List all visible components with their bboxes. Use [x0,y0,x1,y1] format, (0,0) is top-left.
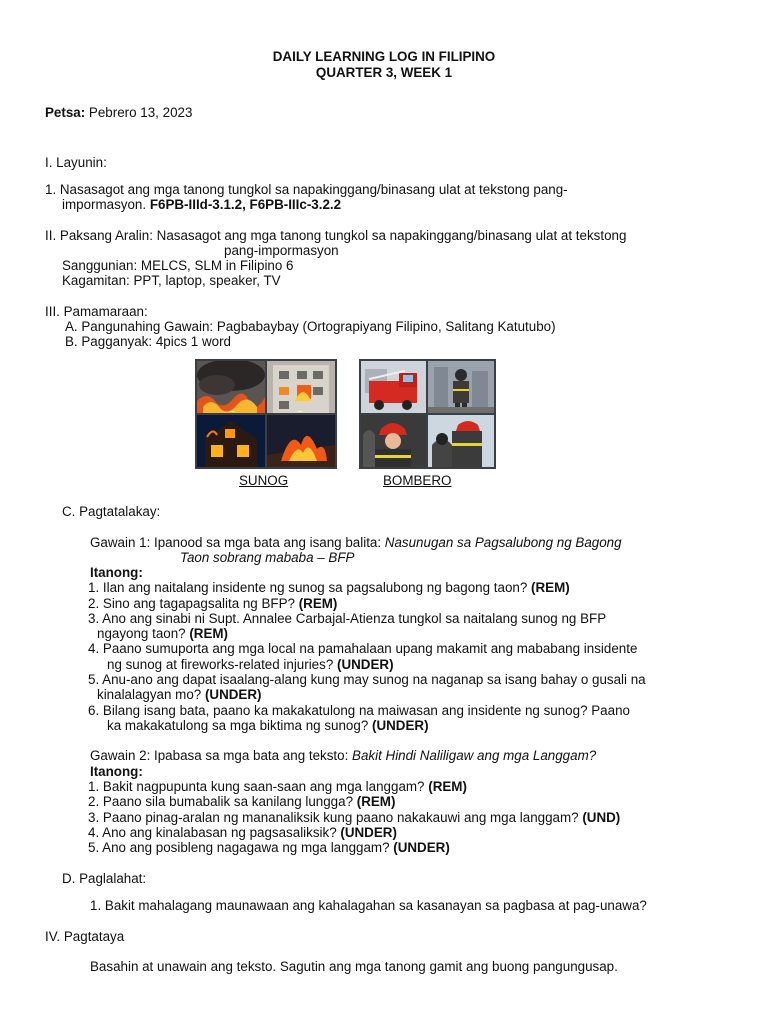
question-line [97,687,261,702]
question-text: 3. Paano pinag-aralan ng mananaliksik kung paano nakakauwi ang mga langgam? [88,810,583,825]
fire-picture-1 [197,361,265,413]
procedure-d: D. Paglalahat: [62,871,147,886]
question-line [88,596,337,611]
question-line [88,672,646,687]
question-text: 5. Ano ang posibleng nagagawa ng mga langgam? [88,840,394,855]
question-text: ngayong taon? [97,626,190,641]
picture-answer-sunog: SUNOG [239,473,289,488]
question-level-tag: (UNDER) [337,657,394,672]
question-text: ng sunog at fireworks-related injuries? [107,657,337,672]
document-subtitle: QUARTER 3, WEEK 1 [315,65,453,80]
subject-line1: II. Paksang Aralin: Nasasagot ang mga tanong tungkol sa napakinggang/binasang ulat at tekstong [45,228,627,243]
task1-title: Nasunugan sa Pagsalubong ng Bagong [384,535,622,550]
question-text: kinalalagyan mo? [97,687,205,702]
objectives-heading: I. Layunin: [45,155,107,170]
question-line [107,657,394,672]
fire-picture-4 [267,415,335,467]
question-line [107,718,429,733]
question-text: 3. Ano ang sinabi ni Supt. Annalee Carbajal-Atienza tungkol sa naitalang sunog ng BFP [88,611,607,626]
question-level-tag: (REM) [189,626,229,641]
date-line [45,105,192,120]
question-line [88,840,450,855]
question-level-tag: (REM) [531,580,570,595]
question-level-tag: (UNDER) [393,840,450,855]
task2-prefix: Gawain 2: Ipabasa sa mga bata ang teksto: [90,748,353,763]
date-value: Pebrero 13, 2023 [85,105,193,120]
document-title: DAILY LEARNING LOG IN FILIPINO [272,49,496,64]
task1-line1 [90,535,622,550]
firefighter-picture-4 [428,415,494,467]
task1-questions-label: Itanong: [90,565,143,580]
firefighter-picture-1 [361,361,426,413]
objective-1-line1: 1. Nasasagot ang mga tanong tungkol sa napakinggang/binasang ulat at tekstong pang- [45,182,568,197]
task2-title: Bakit Hindi Naliligaw ang mga Langgam? [352,748,597,763]
assessment-instruction: Basahin at unawain ang teksto. Sagutin ang mga tanong gamit ang buong pangungusap. [90,959,618,974]
assessment-heading: IV. Pagtataya [45,929,125,944]
fire-picture-grid [195,359,337,469]
procedure-c: C. Pagtatalakay: [62,504,161,519]
question-text: 5. Anu-ano ang dapat isaalang-alang kung may sunog na naganap sa isang bahay o gusali na [88,672,646,687]
question-level-tag: (UNDER) [340,825,397,840]
firefighter-picture-grid [359,359,496,469]
fire-grid-mark-left: ~ [229,407,235,418]
generalization-question: 1. Bakit mahalagang maunawaan ang kahalagahan sa kasanayan sa pagbasa at pag-unawa? [90,898,647,913]
question-text: 2. Sino ang tagapagsalita ng BFP? [88,596,299,611]
question-line [97,626,228,641]
picture-answer-bombero: BOMBERO [383,473,452,488]
question-text: 6. Bilang isang bata, paano ka makakatulong na maiwasan ang insidente ng sunog? Paano [88,703,630,718]
fire-picture-3 [197,415,265,467]
procedure-a: A. Pangunahing Gawain: Pagbabaybay (Ortograpiyang Filipino, Salitang Katutubo) [65,319,556,334]
question-line [88,611,606,626]
question-line [88,825,397,840]
question-text: ka makakatulong sa mga biktima ng sunog? [107,718,372,733]
references: Sanggunian: MELCS, SLM in Filipino 6 [62,258,294,273]
date-label: Petsa: [45,105,86,120]
question-line [88,703,630,718]
task2-line1 [90,748,596,763]
firefighter-picture-3 [361,415,426,467]
procedure-heading: III. Pamamaraan: [45,304,148,319]
objective-1-codes: F6PB-IIId-3.1.2, F6PB-IIIc-3.2.2 [149,197,342,212]
question-text: 1. Bakit nagpupunta kung saan-saan ang mga langgam? [88,779,429,794]
question-level-tag: (REM) [356,794,396,809]
question-level-tag: (UND) [582,810,621,825]
question-line [88,641,637,656]
question-text: 4. Ano ang kinalabasan ng pagsasaliksik? [88,825,341,840]
question-text: 4. Paano sumuporta ang mga local na pamahalaan upang makamit ang mababang insidente [88,641,638,656]
question-level-tag: (REM) [298,596,338,611]
question-level-tag: (UNDER) [204,687,262,702]
question-line [88,794,395,809]
fire-picture-2 [267,361,335,413]
materials: Kagamitan: PPT, laptop, speaker, TV [62,273,281,288]
question-level-tag: (UNDER) [372,718,429,733]
task1-prefix: Gawain 1: Ipanood sa mga bata ang isang balita: [90,535,385,550]
procedure-b: B. Pagganyak: 4pics 1 word [65,334,231,349]
objective-1-line2 [62,197,341,212]
firefighter-picture-2 [428,361,494,413]
question-line [88,810,620,825]
question-level-tag: (REM) [428,779,467,794]
question-line [88,779,467,794]
subject-line2: pang-impormasyon [224,243,339,258]
task2-questions-label: Itanong: [90,764,143,779]
task1-title-line2: Taon sobrang mababa – BFP [180,550,355,565]
objective-1-text: impormasyon. [62,197,150,212]
question-text: 2. Paano sila bumabalik sa kanilang lungga? [88,794,357,809]
question-text: 1. Ilan ang naitalang insidente ng sunog sa pagsalubong ng bagong taon? [88,580,532,595]
fire-grid-mark-right: ~ [297,407,303,418]
question-line [88,580,570,595]
